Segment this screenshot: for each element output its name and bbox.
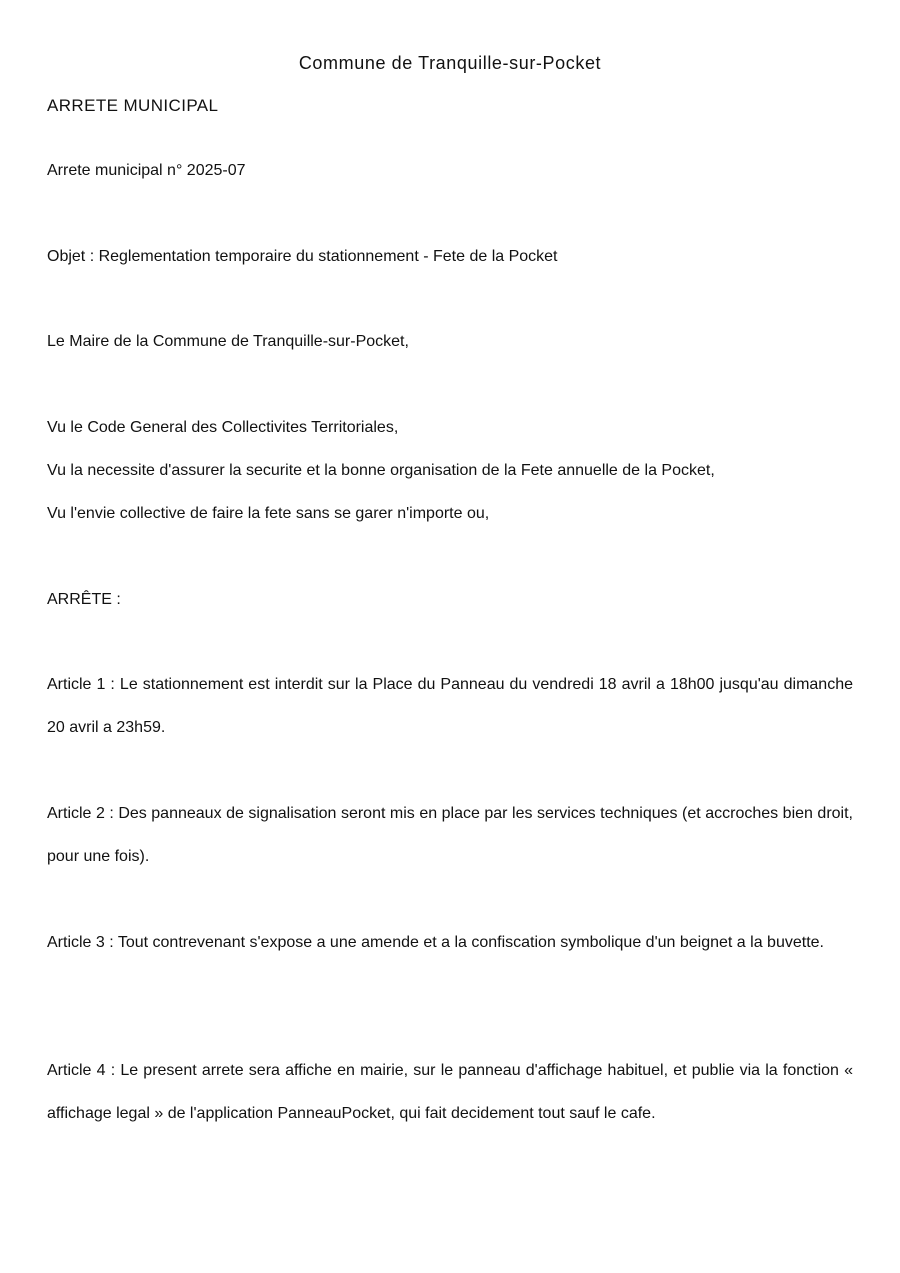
document-type-heading: ARRETE MUNICIPAL <box>47 96 219 115</box>
arrete-reference: Arrete municipal n° 2025-07 <box>47 162 246 179</box>
consideration-item: Vu l'envie collective de faire la fete sans se garer n'importe ou, <box>47 505 490 522</box>
consideration-item: Vu la necessite d'assurer la securite et la bonne organisation de la Fete annuelle de la Pocket, <box>47 462 715 479</box>
consideration-item: Vu le Code General des Collectivites Territoriales, <box>47 419 399 436</box>
mayor-line: Le Maire de la Commune de Tranquille-sur-Pocket, <box>47 333 409 350</box>
article-1: Article 1 : Le stationnement est interdit sur la Place du Panneau du vendredi 18 avril a 18h00 jusqu'au dimanche 20 avril a 23h59. <box>47 676 853 736</box>
article-3: Article 3 : Tout contrevenant s'expose a une amende et a la confiscation symbolique d'un beignet a la buvette. <box>47 934 824 951</box>
article-2: Article 2 : Des panneaux de signalisation seront mis en place par les services techniques (et accroches bien droit, pour une fois). <box>47 805 853 865</box>
arrete-label: ARRÊTE : <box>47 591 121 608</box>
article-4: Article 4 : Le present arrete sera affiche en mairie, sur le panneau d'affichage habituel, et publie via la fonction « affichage legal » de l'application PanneauPocket, qui fait decidement tout sauf le cafe. <box>47 1062 853 1122</box>
commune-name: Commune de Tranquille-sur-Pocket <box>298 53 602 73</box>
arrete-objet: Objet : Reglementation temporaire du stationnement - Fete de la Pocket <box>47 248 558 265</box>
